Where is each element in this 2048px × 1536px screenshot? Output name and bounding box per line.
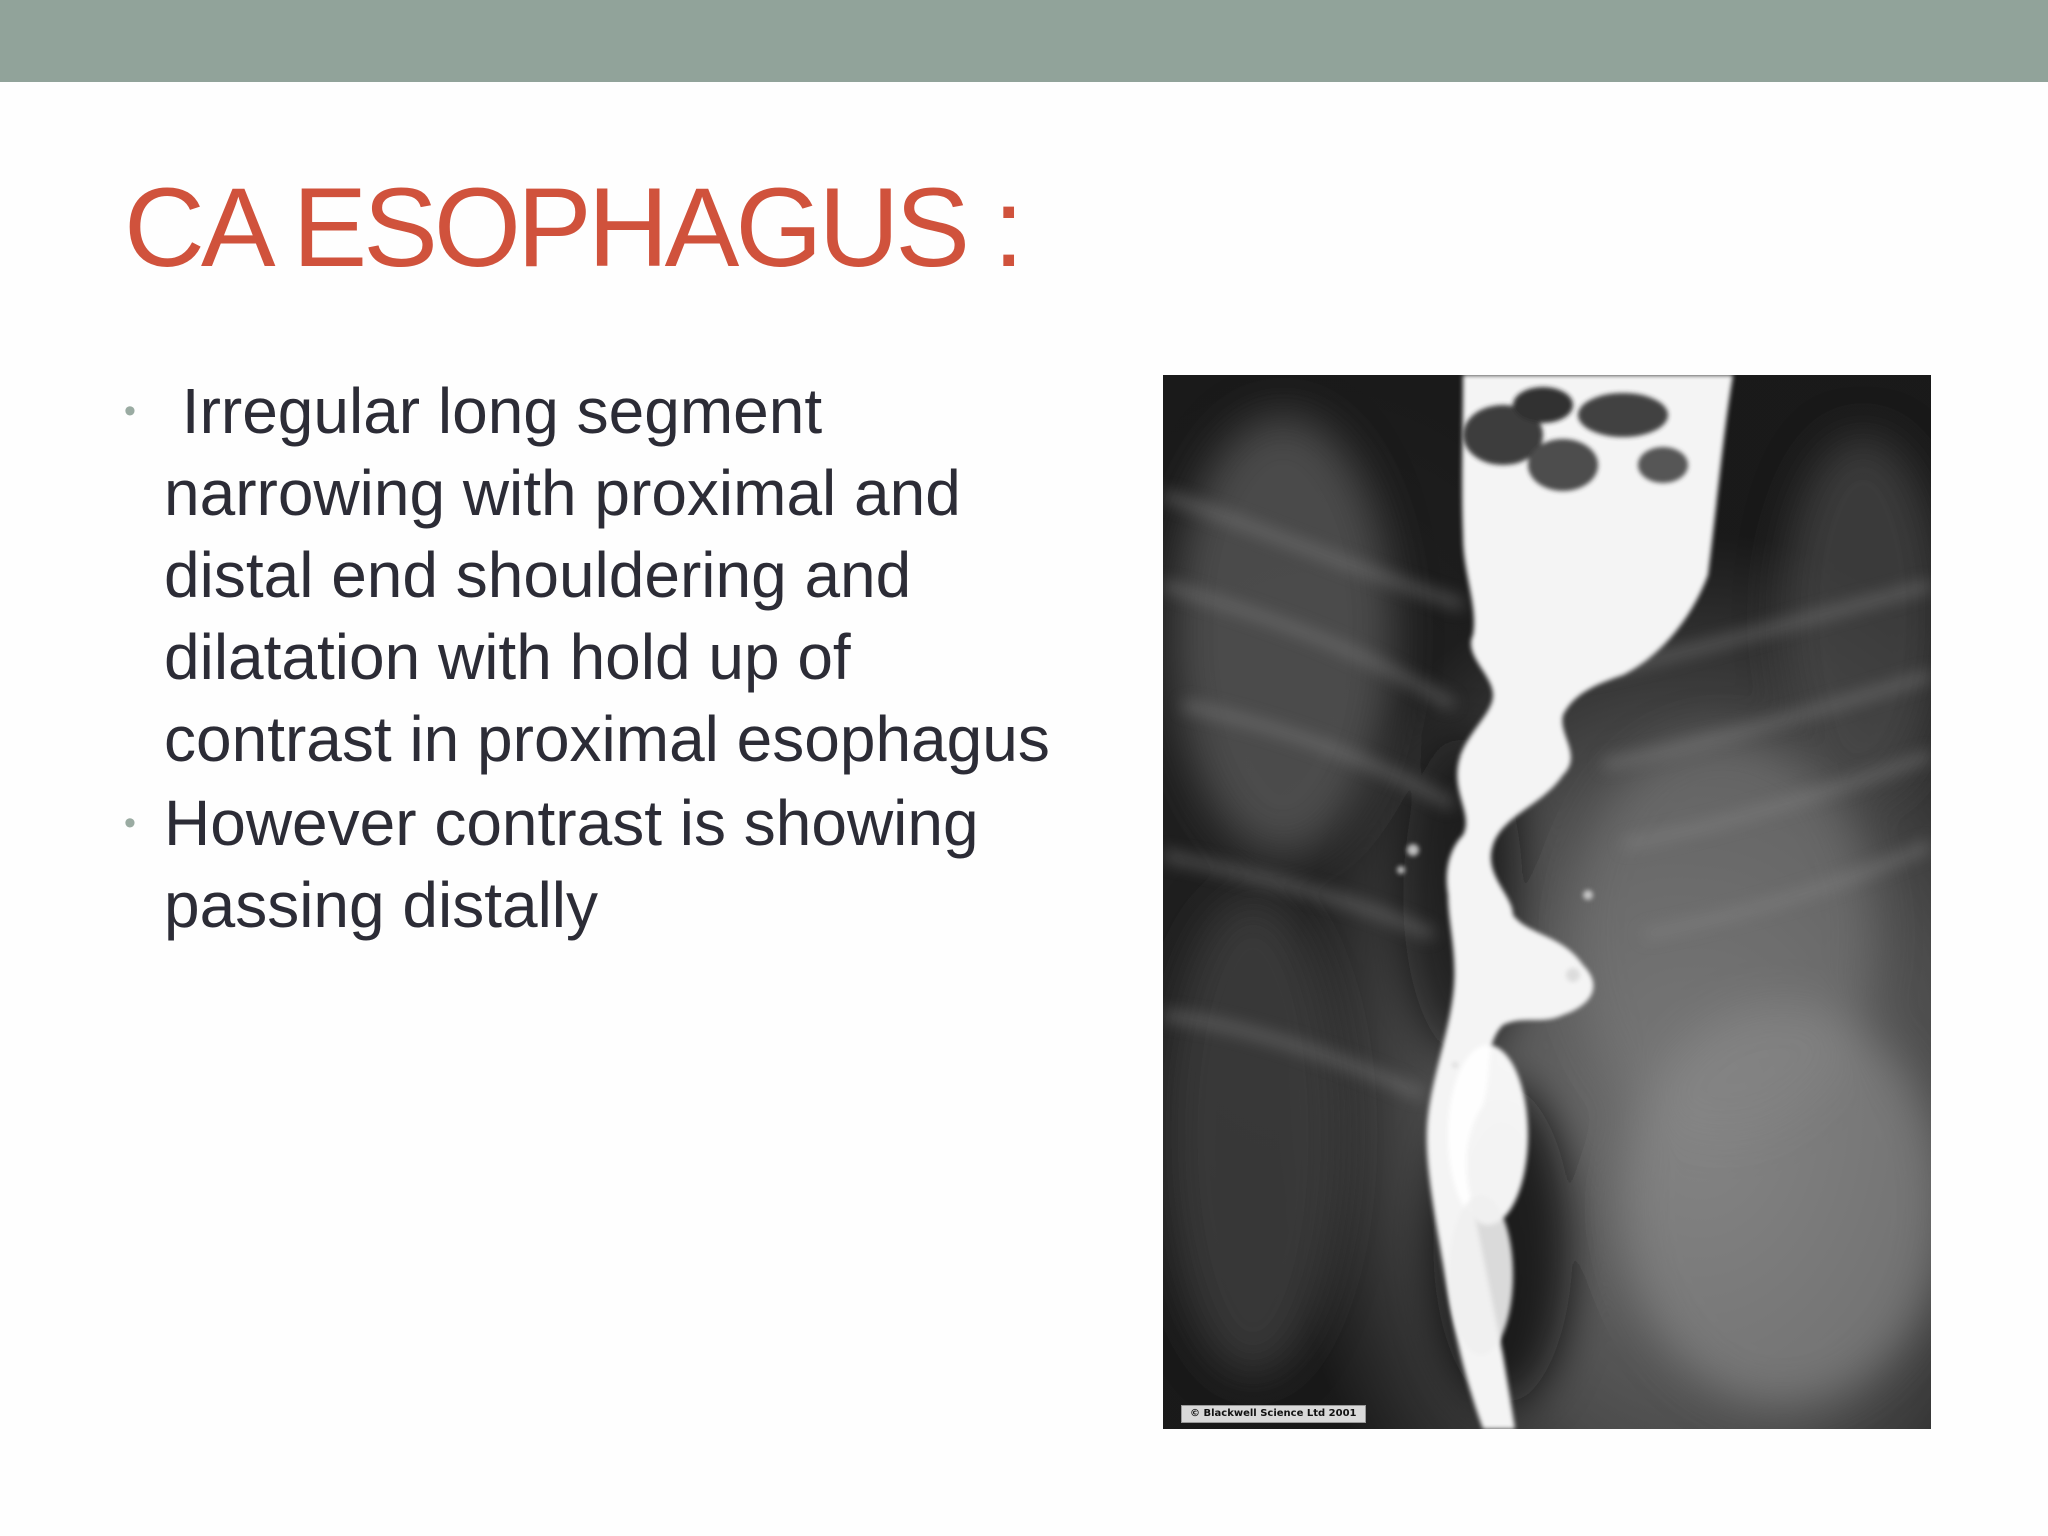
barium-swallow-xray-image <box>1163 375 1931 1429</box>
bullet-item <box>124 370 1074 780</box>
slide-title: CA ESOPHAGUS : <box>124 165 1021 290</box>
bullet-dot-icon: • <box>124 804 136 842</box>
image-watermark: © Blackwell Science Ltd 2001 <box>1181 1405 1366 1423</box>
bullet-item <box>124 782 1074 946</box>
bullet-text: However contrast is showing passing distally <box>164 787 979 941</box>
xray-graphic <box>1163 375 1931 1429</box>
header-band <box>0 0 2048 82</box>
bullet-dot-icon: • <box>124 392 136 430</box>
bullet-text: Irregular long segment narrowing with proximal and distal end shouldering and dilatation with hold up of contrast in proximal esophagus <box>164 375 1050 775</box>
bullet-list <box>124 370 1074 946</box>
